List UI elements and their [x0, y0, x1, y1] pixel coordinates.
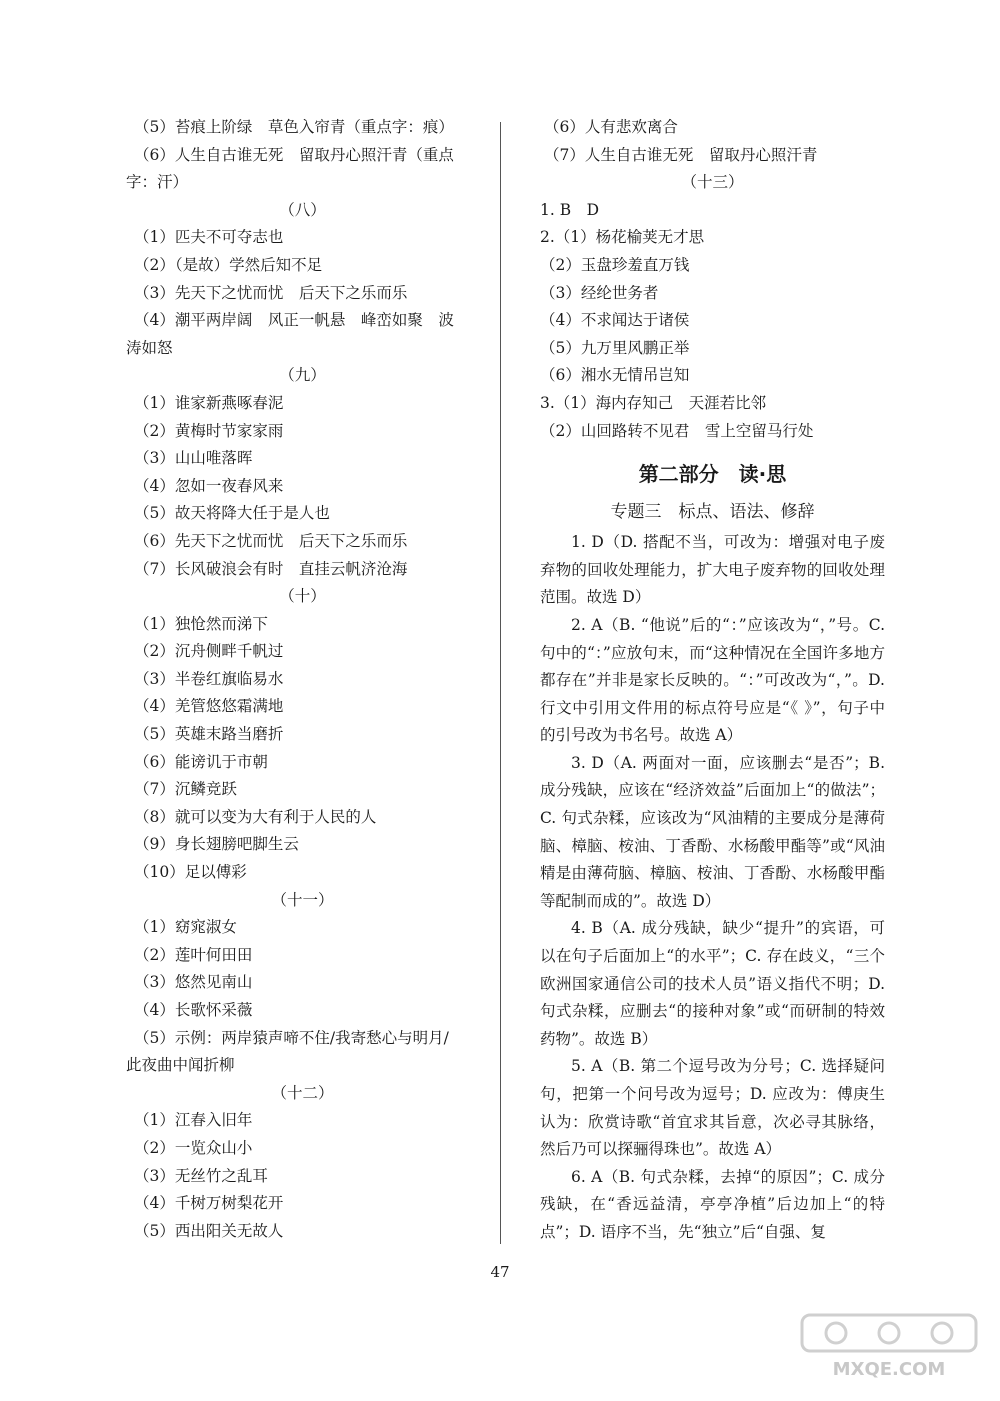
section-heading: （十三）	[681, 173, 744, 192]
list-item: （2）玉盘珍羞直万钱	[540, 255, 690, 274]
list-item-continuation: 涛如怒	[126, 338, 173, 357]
list-item: （7）沉鳞竞跃	[134, 780, 237, 799]
list-item: （4）千树万树梨花开	[134, 1194, 284, 1213]
list-item: （3）无丝竹之乱耳	[134, 1166, 268, 1185]
list-item: （1）谁家新燕啄春泥	[134, 393, 284, 412]
list-item: （2）莲叶何田田	[134, 945, 253, 964]
section-heading: （十）	[279, 587, 326, 606]
answer-paragraph: 6. A（B. 句式杂糅，去掉“的原因”；C. 成分残缺，在“香远益清，亭亭净植”后边加上“的特点”；D. 语序不当，先“独立”后“自强、复	[540, 1167, 885, 1241]
answer-paragraph: 3. D（A. 两面对一面，应该删去“是否”；B. 成分残缺，应该在“经济效益”后面加上“的做法”；C. 句式杂糅，应该改为“风油精的主要成分是薄荷脑、樟脑、桉油、丁香酚、水杨酸甲酯等”或“风油精是由薄荷脑、樟脑、桉油、丁香酚、水杨酸甲酯等配制而成的”。故选 D）	[540, 753, 885, 910]
list-item: （10）足以傅彩	[134, 863, 247, 882]
list-item: （1）匹夫不可夺志也	[134, 228, 284, 247]
list-item: （4）不求闻达于诸侯	[540, 311, 690, 330]
part-title: 第二部分 读·思	[638, 462, 787, 487]
answer-paragraph: 2. A（B. “他说”后的“：”应该改为“，”号。C. 句中的“：”应放句末，而“这种情况在全国许多地方都存在”并非是家长反映的。“：”可改改为“，”。D. 行文中引用文件用的标点符号应是“《 》”，句子中的引号改为书名号。故选 A）	[540, 615, 885, 745]
list-item: （4）长歌怀采薇	[134, 1001, 253, 1019]
list-item: （3）山山唯落晖	[134, 449, 253, 468]
list-item: （6）湘水无情吊岂知	[540, 366, 690, 385]
list-item: （1）独怆然而涕下	[134, 614, 268, 633]
list-item: （1）江春入旧年	[134, 1111, 253, 1130]
left-column	[126, 114, 475, 1245]
list-item: （2）黄梅时节家家雨	[134, 421, 284, 440]
list-item: （5）九万里风鹏正举	[540, 338, 690, 357]
list-item: （6）人生自古谁无死 留取丹心照汗青（重点	[134, 145, 454, 164]
topic-title: 专题三 标点、语法、修辞	[610, 502, 815, 523]
right-column	[540, 114, 885, 1247]
list-item: （6）先天下之忧而忧 后天下之乐而乐	[134, 531, 408, 550]
list-item: （5）西出阳关无故人	[134, 1221, 284, 1240]
watermark-text: MXQE.COM	[832, 1359, 946, 1380]
list-item: （7）人生自古谁无死 留取丹心照汗青	[544, 145, 818, 164]
answer-paragraph: 5. A（B. 第二个逗号改为分号；C. 选择疑问句，把第一个问号改为逗号；D. 应改为：傅庚生认为：欣赏诗歌“首宜求其旨意，次必寻其脉络，然后乃可以探骊得珠也”。故选 A）	[540, 1057, 885, 1159]
list-item: （5）苔痕上阶绿 草色入帘青（重点字：痕）	[134, 118, 454, 136]
list-item: （3）半卷红旗临易水	[134, 669, 284, 688]
list-item: （5）故天将降大任于是人也	[134, 504, 330, 523]
watermark-logo	[796, 1311, 982, 1383]
section-heading: （十一）	[271, 890, 334, 909]
list-item: 1. B D	[540, 200, 600, 219]
list-item: （4）潮平两岸阔 风正一帆悬 峰峦如聚 波	[134, 311, 454, 330]
section-heading: （十二）	[271, 1083, 334, 1102]
list-item: （2）沉舟侧畔千帆过	[134, 642, 284, 661]
answer-paragraph: 4. B（A. 成分残缺，缺少“提升”的宾语，可以在句子后面加上“的水平”；C. 存在歧义，“三个欧洲国家通信公司的技术人员”语义指代不明；D. 句式杂糅，应删去“的接种对象”或“而研制的特效药物”。故选 B）	[540, 919, 885, 1048]
section-heading: （八）	[279, 200, 326, 219]
list-item: （5）英雄末路当磨折	[134, 725, 284, 744]
page-number: 47	[490, 1263, 510, 1281]
list-item-continuation: 此夜曲中闻折柳	[126, 1056, 235, 1075]
list-item: （6）人有悲欢离合	[544, 118, 678, 136]
list-item: （2）（是故）学然后知不足	[134, 255, 323, 274]
list-item: （3）悠然见南山	[134, 973, 253, 992]
section-heading: （九）	[279, 366, 326, 385]
list-item: （4）羌管悠悠霜满地	[134, 697, 284, 716]
list-item: （7）长风破浪会有时 直挂云帆济沧海	[134, 559, 408, 578]
list-item: （8）就可以变为大有利于人民的人	[134, 807, 377, 826]
list-item: （2）山回路转不见君 雪上空留马行处	[540, 421, 814, 440]
list-item-continuation: 字：汗）	[126, 173, 189, 192]
list-item: （5）示例：两岸猿声啼不住/我寄愁心与明月/	[134, 1028, 449, 1047]
list-item: 3.（1）海内存知己 天涯若比邻	[540, 393, 767, 412]
list-item: （4）忽如一夜春风来	[134, 476, 284, 495]
list-item: （2）一览众山小	[134, 1138, 253, 1157]
list-item: （3）先天下之忧而忧 后天下之乐而乐	[134, 283, 408, 302]
answer-paragraph: 1. D（D. 搭配不当，可改为：增强对电子废弃物的回收处理能力，扩大电子废弃物的回收处理范围。故选 D）	[540, 533, 885, 607]
list-item: （9）身长翅膀吧脚生云	[134, 835, 299, 854]
list-item: 2.（1）杨花榆荚无才思	[540, 228, 705, 247]
list-item: （3）经纶世务者	[540, 283, 659, 302]
list-item: （1）窈窕淑女	[134, 918, 237, 937]
list-item: （6）能谤讥于市朝	[134, 752, 268, 771]
column-divider	[500, 122, 501, 1244]
